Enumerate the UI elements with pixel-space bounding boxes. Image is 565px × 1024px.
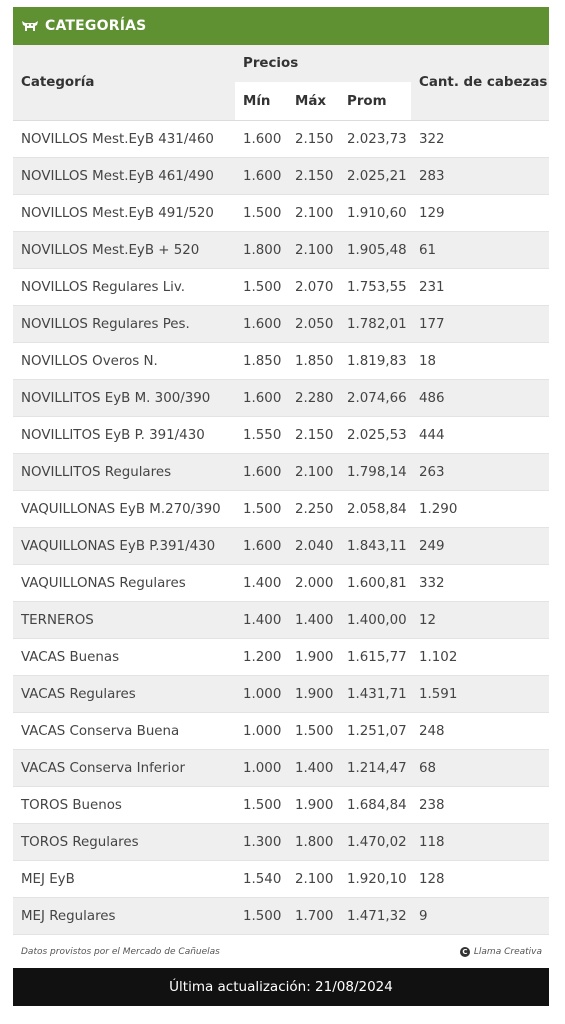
cell-min: 1.600 <box>235 306 287 343</box>
widget-header <box>13 7 549 45</box>
cell-max: 2.150 <box>287 158 339 195</box>
header-min: Mín <box>235 82 287 121</box>
table-row <box>13 491 549 528</box>
header-precios: Precios <box>235 45 411 82</box>
cell-cant: 249 <box>411 528 549 565</box>
cell-min: 1.400 <box>235 602 287 639</box>
copyright-icon: C <box>460 947 470 957</box>
cell-prom: 1.431,71 <box>339 676 411 713</box>
cell-cant: 12 <box>411 602 549 639</box>
cell-max: 1.900 <box>287 787 339 824</box>
cell-min: 1.500 <box>235 898 287 935</box>
cow-icon <box>20 18 40 34</box>
cell-max: 2.100 <box>287 454 339 491</box>
cell-categoria: VAQUILLONAS EyB P.391/430 <box>13 528 235 565</box>
header-prom: Prom <box>339 82 411 121</box>
cell-categoria: NOVILLOS Mest.EyB 491/520 <box>13 195 235 232</box>
cell-prom: 1.782,01 <box>339 306 411 343</box>
credits-bar <box>13 934 549 968</box>
cell-min: 1.600 <box>235 528 287 565</box>
cell-categoria: VAQUILLONAS Regulares <box>13 565 235 602</box>
cell-prom: 1.910,60 <box>339 195 411 232</box>
source-link[interactable]: Mercado de Cañuelas <box>122 946 220 957</box>
cell-cant: 486 <box>411 380 549 417</box>
cell-min: 1.500 <box>235 195 287 232</box>
cell-min: 1.000 <box>235 713 287 750</box>
cell-min: 1.500 <box>235 787 287 824</box>
cell-min: 1.400 <box>235 565 287 602</box>
table-row <box>13 269 549 306</box>
cell-prom: 1.615,77 <box>339 639 411 676</box>
cell-prom: 2.023,73 <box>339 121 411 158</box>
cell-min: 1.600 <box>235 380 287 417</box>
table-row <box>13 565 549 602</box>
widget-title: CATEGORÍAS <box>45 18 147 34</box>
cell-cant: 129 <box>411 195 549 232</box>
header-max: Máx <box>287 82 339 121</box>
last-updated-text: Última actualización: 21/08/2024 <box>169 979 393 995</box>
cell-prom: 1.684,84 <box>339 787 411 824</box>
table-row <box>13 121 549 158</box>
table-row <box>13 417 549 454</box>
cell-min: 1.800 <box>235 232 287 269</box>
cell-cant: 118 <box>411 824 549 861</box>
header-cant: Cant. de cabezas <box>411 45 549 121</box>
cell-max: 1.900 <box>287 676 339 713</box>
cell-min: 1.000 <box>235 676 287 713</box>
table-row <box>13 824 549 861</box>
header-categoria: Categoría <box>13 45 235 121</box>
cell-max: 2.100 <box>287 195 339 232</box>
table-row <box>13 232 549 269</box>
cell-categoria: TERNEROS <box>13 602 235 639</box>
cell-cant: 263 <box>411 454 549 491</box>
table-row <box>13 787 549 824</box>
table-body <box>13 121 549 935</box>
cell-min: 1.850 <box>235 343 287 380</box>
table-row <box>13 306 549 343</box>
cell-prom: 1.798,14 <box>339 454 411 491</box>
table-row <box>13 861 549 898</box>
categories-widget <box>13 7 549 1006</box>
cell-min: 1.550 <box>235 417 287 454</box>
cell-prom: 1.600,81 <box>339 565 411 602</box>
cell-prom: 1.470,02 <box>339 824 411 861</box>
table-row <box>13 528 549 565</box>
cell-max: 2.100 <box>287 232 339 269</box>
cell-categoria: VACAS Conserva Buena <box>13 713 235 750</box>
cell-prom: 1.400,00 <box>339 602 411 639</box>
cell-max: 1.700 <box>287 898 339 935</box>
cell-max: 1.850 <box>287 343 339 380</box>
cell-cant: 128 <box>411 861 549 898</box>
cell-cant: 1.591 <box>411 676 549 713</box>
cell-cant: 9 <box>411 898 549 935</box>
cell-categoria: NOVILLOS Mest.EyB + 520 <box>13 232 235 269</box>
cell-categoria: NOVILLOS Mest.EyB 431/460 <box>13 121 235 158</box>
table-row <box>13 898 549 935</box>
table-row <box>13 195 549 232</box>
cell-max: 2.280 <box>287 380 339 417</box>
cell-cant: 238 <box>411 787 549 824</box>
cell-cant: 61 <box>411 232 549 269</box>
cell-cant: 1.290 <box>411 491 549 528</box>
cell-prom: 1.843,11 <box>339 528 411 565</box>
cell-prom: 1.471,32 <box>339 898 411 935</box>
cell-cant: 332 <box>411 565 549 602</box>
cell-min: 1.600 <box>235 121 287 158</box>
table-row <box>13 343 549 380</box>
cell-prom: 2.025,21 <box>339 158 411 195</box>
cell-min: 1.200 <box>235 639 287 676</box>
cell-max: 2.100 <box>287 861 339 898</box>
cell-max: 1.400 <box>287 750 339 787</box>
credit-link[interactable] <box>460 947 542 957</box>
cell-max: 1.500 <box>287 713 339 750</box>
cell-categoria: VAQUILLONAS EyB M.270/390 <box>13 491 235 528</box>
cell-min: 1.500 <box>235 269 287 306</box>
cell-prom: 1.753,55 <box>339 269 411 306</box>
cell-prom: 1.214,47 <box>339 750 411 787</box>
cell-categoria: NOVILLITOS EyB P. 391/430 <box>13 417 235 454</box>
cell-categoria: NOVILLOS Overos N. <box>13 343 235 380</box>
cell-cant: 18 <box>411 343 549 380</box>
cell-min: 1.500 <box>235 491 287 528</box>
cell-categoria: NOVILLITOS Regulares <box>13 454 235 491</box>
cell-cant: 177 <box>411 306 549 343</box>
cell-categoria: NOVILLOS Mest.EyB 461/490 <box>13 158 235 195</box>
table-row <box>13 380 549 417</box>
cell-categoria: MEJ Regulares <box>13 898 235 935</box>
table-row <box>13 454 549 491</box>
prices-table <box>13 45 549 934</box>
cell-categoria: VACAS Regulares <box>13 676 235 713</box>
cell-categoria: NOVILLOS Regulares Liv. <box>13 269 235 306</box>
cell-max: 2.250 <box>287 491 339 528</box>
cell-max: 2.150 <box>287 417 339 454</box>
cell-cant: 68 <box>411 750 549 787</box>
cell-cant: 1.102 <box>411 639 549 676</box>
cell-cant: 283 <box>411 158 549 195</box>
cell-max: 1.800 <box>287 824 339 861</box>
cell-prom: 2.058,84 <box>339 491 411 528</box>
table-row <box>13 639 549 676</box>
cell-min: 1.600 <box>235 454 287 491</box>
cell-categoria: TOROS Regulares <box>13 824 235 861</box>
cell-categoria: MEJ EyB <box>13 861 235 898</box>
cell-min: 1.000 <box>235 750 287 787</box>
cell-max: 2.000 <box>287 565 339 602</box>
source-note <box>21 947 220 957</box>
cell-categoria: VACAS Buenas <box>13 639 235 676</box>
cell-min: 1.300 <box>235 824 287 861</box>
table-row <box>13 158 549 195</box>
cell-prom: 1.251,07 <box>339 713 411 750</box>
cell-max: 2.040 <box>287 528 339 565</box>
last-updated-bar <box>13 968 549 1006</box>
table-row <box>13 713 549 750</box>
cell-cant: 444 <box>411 417 549 454</box>
cell-max: 2.050 <box>287 306 339 343</box>
table-row <box>13 750 549 787</box>
cell-categoria: NOVILLITOS EyB M. 300/390 <box>13 380 235 417</box>
cell-prom: 2.074,66 <box>339 380 411 417</box>
cell-min: 1.600 <box>235 158 287 195</box>
cell-max: 1.400 <box>287 602 339 639</box>
cell-categoria: TOROS Buenos <box>13 787 235 824</box>
cell-categoria: VACAS Conserva Inferior <box>13 750 235 787</box>
cell-cant: 231 <box>411 269 549 306</box>
cell-prom: 2.025,53 <box>339 417 411 454</box>
cell-min: 1.540 <box>235 861 287 898</box>
table-row <box>13 602 549 639</box>
cell-max: 2.070 <box>287 269 339 306</box>
cell-cant: 248 <box>411 713 549 750</box>
table-row <box>13 676 549 713</box>
source-prefix: Datos provistos por el <box>21 946 120 957</box>
credit-text: Llama Creativa <box>473 946 542 957</box>
cell-categoria: NOVILLOS Regulares Pes. <box>13 306 235 343</box>
cell-prom: 1.920,10 <box>339 861 411 898</box>
cell-max: 1.900 <box>287 639 339 676</box>
cell-max: 2.150 <box>287 121 339 158</box>
cell-cant: 322 <box>411 121 549 158</box>
cell-prom: 1.905,48 <box>339 232 411 269</box>
cell-prom: 1.819,83 <box>339 343 411 380</box>
